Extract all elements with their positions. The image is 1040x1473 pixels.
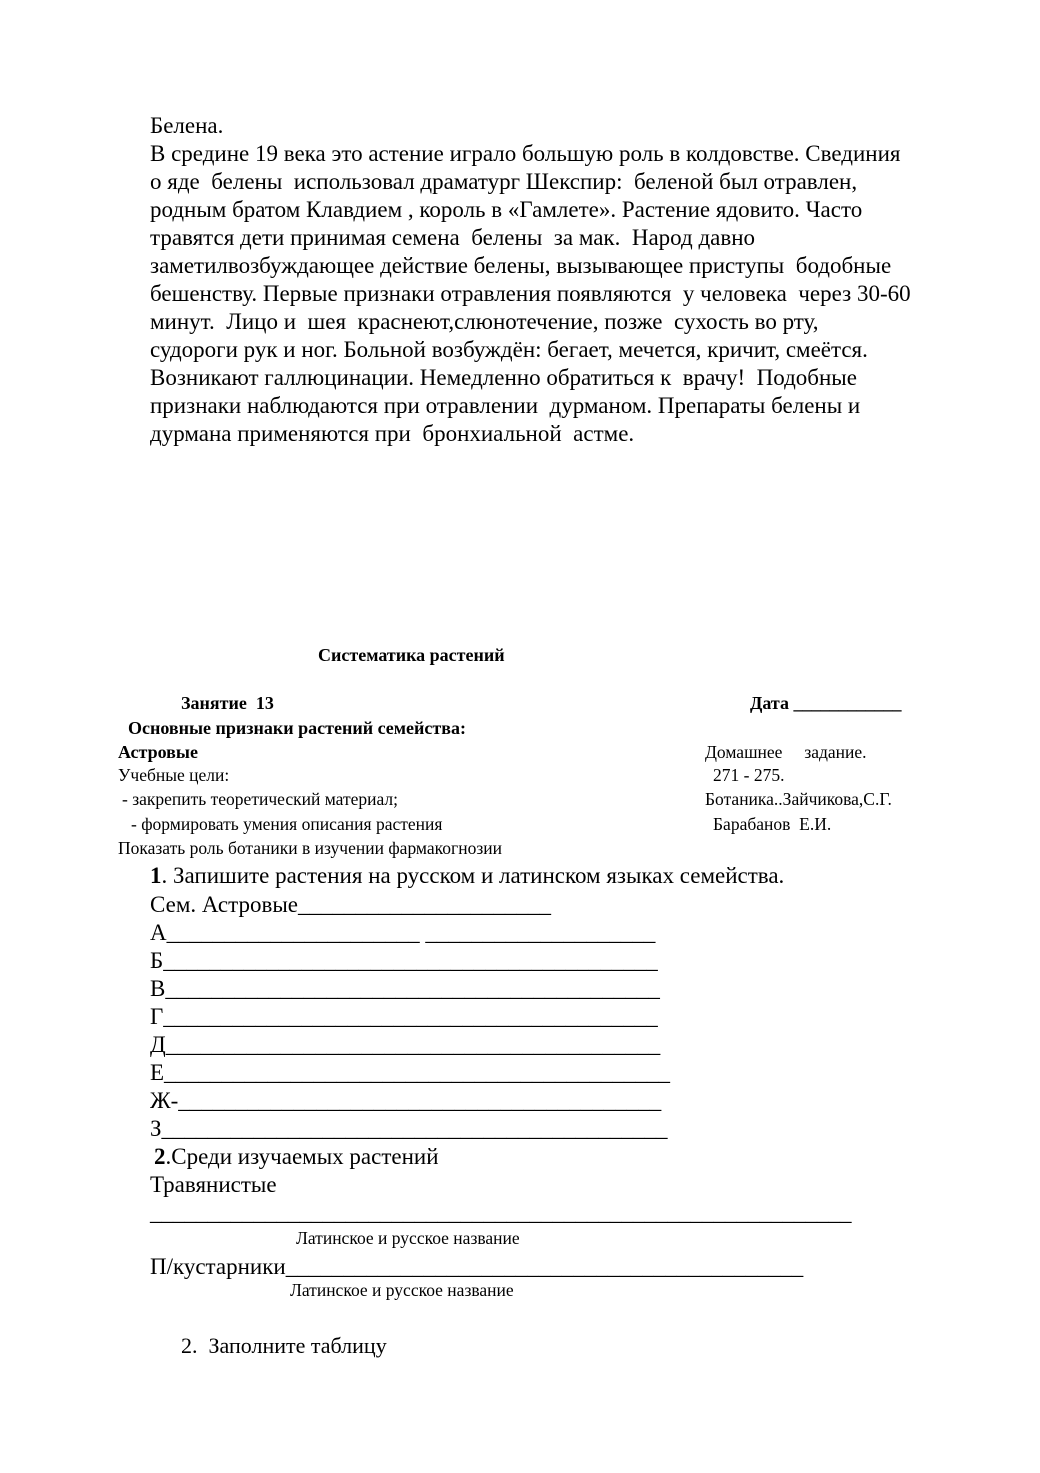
task2-text: .Среди изучаемых растений: [165, 1144, 439, 1169]
answer-row: А______________________ ____________________: [150, 920, 656, 945]
task1-heading: [150, 864, 784, 887]
belena-line: признаки наблюдаются при отравлении дурманом. Препараты белены и: [150, 393, 861, 418]
belena-line: В средине 19 века это астение играло большую роль в колдовстве. Свединия: [150, 141, 901, 166]
goals-label: Учебные цели:: [118, 765, 230, 785]
belena-line: травятся дети принимая семена белены за мак. Народ давно: [150, 225, 756, 250]
task2-number: 2: [154, 1144, 166, 1169]
task3-heading: 2. Заполните таблицу: [181, 1333, 387, 1358]
belena-line: родным братом Клавдием , король в «Гамлете». Растение ядовито. Часто: [150, 197, 863, 222]
lesson-date: Дата ____________: [750, 693, 902, 713]
belena-line: заметилвозбуждающее действие белены, вызывающее приступы бодобные: [150, 253, 892, 278]
homework-author: Барабанов Е.И.: [713, 814, 832, 834]
homework-book: Ботаника..Зайчикова,С.Г.: [705, 789, 892, 809]
lesson-family: Астровые: [118, 742, 198, 762]
answer-row: Ж-__________________________________________: [150, 1088, 662, 1113]
answer-row: В___________________________________________: [150, 976, 660, 1001]
task2-heading: [154, 1145, 439, 1168]
lesson-number: Занятие 13: [181, 693, 274, 713]
herbs-label: Травянистые: [150, 1172, 277, 1197]
answer-row: З____________________________________________: [150, 1116, 668, 1141]
answer-row: Д___________________________________________: [150, 1032, 661, 1057]
goal-item: - формировать умения описания растения: [131, 814, 443, 834]
answer-row: Б___________________________________________: [150, 948, 658, 973]
lesson-topic: Основные признаки растений семейства:: [128, 718, 466, 738]
task1-number: 1: [150, 863, 162, 888]
task1-family-line: Сем. Астровые______________________: [150, 892, 551, 917]
answer-row: Е____________________________________________: [150, 1060, 671, 1085]
shrubs-line: П/кустарники_____________________________________________: [150, 1254, 804, 1279]
belena-title: Белена.: [150, 113, 224, 138]
goal-item: Показать роль ботаники в изучении фармакогнозии: [118, 838, 502, 858]
shrubs-caption: Латинское и русское название: [290, 1280, 514, 1300]
section-title: Систематика растений: [318, 645, 505, 665]
belena-line: дурмана применяются при бронхиальной астме.: [150, 421, 635, 446]
belena-line: минут. Лицо и шея краснеют,слюнотечение, позже сухость во рту,: [150, 309, 819, 334]
belena-line: судороги рук и ног. Больной возбуждён: бегает, мечется, кричит, смеётся.: [150, 337, 868, 362]
homework-pages: 271 - 275.: [713, 765, 785, 785]
belena-line: бешенству. Первые признаки отравления появляются у человека через 30-60: [150, 281, 911, 306]
herbs-blank-line: _____________________________________________________________: [150, 1200, 852, 1225]
task1-text: . Запишите растения на русском и латинском языках семейства.: [161, 863, 785, 888]
homework-label: Домашнее задание.: [705, 742, 867, 762]
herbs-caption: Латинское и русское название: [296, 1228, 520, 1248]
answer-row: Г___________________________________________: [150, 1004, 658, 1029]
goal-item: - закрепить теоретический материал;: [122, 789, 399, 809]
belena-line: Возникают галлюцинации. Немедленно обратиться к врачу! Подобные: [150, 365, 857, 390]
belena-line: о яде белены использовал драматург Шекспир: беленой был отравлен,: [150, 169, 858, 194]
